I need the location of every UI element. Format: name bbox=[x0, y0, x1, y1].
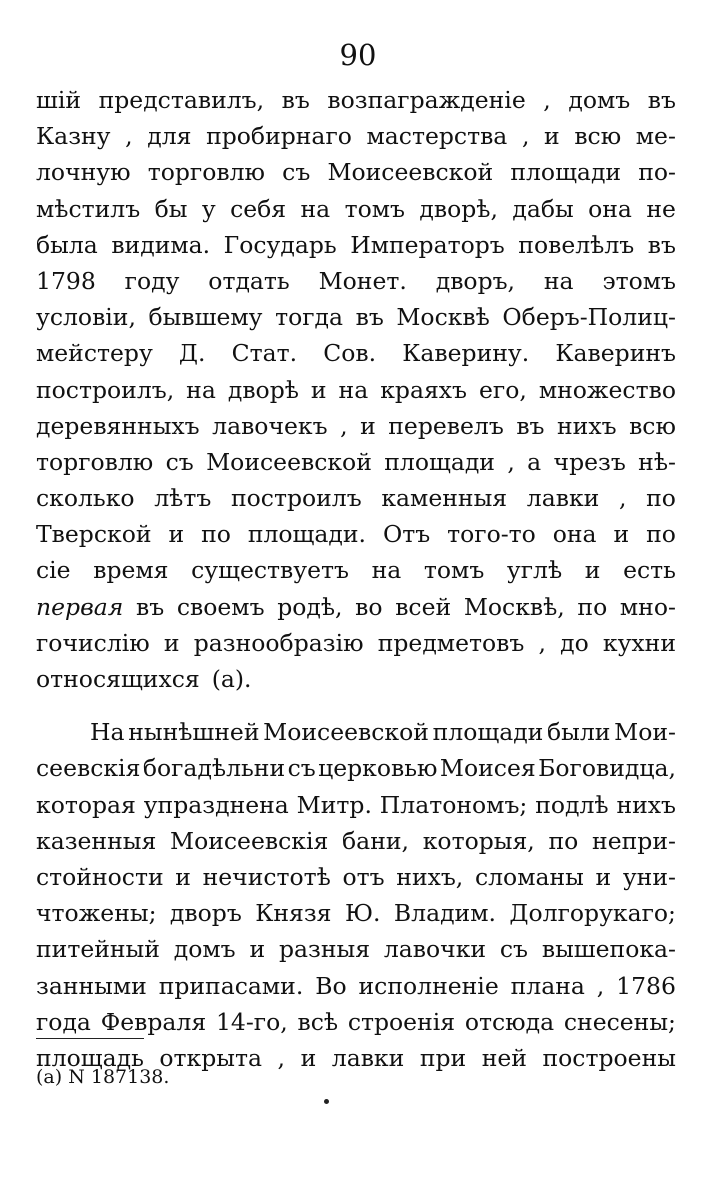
word: Февраля bbox=[100, 1007, 207, 1036]
word: на bbox=[186, 375, 216, 404]
text-line bbox=[36, 1004, 676, 1040]
word: всю bbox=[574, 122, 622, 151]
text-line bbox=[36, 372, 676, 408]
body-text bbox=[36, 82, 676, 1076]
word: гочислію bbox=[36, 628, 150, 657]
paragraph-gap bbox=[36, 697, 676, 714]
word: въ bbox=[516, 411, 545, 440]
word: Императоръ bbox=[350, 230, 505, 259]
word: по bbox=[548, 826, 579, 855]
word: перевелъ bbox=[388, 411, 504, 440]
word: и bbox=[584, 556, 601, 585]
word: деревянныхъ bbox=[36, 411, 200, 440]
word: а bbox=[527, 447, 542, 476]
word: богадѣльни bbox=[142, 754, 286, 783]
text-line bbox=[36, 661, 676, 697]
word: время bbox=[93, 556, 169, 585]
word: и bbox=[595, 862, 612, 891]
word: (а). bbox=[211, 665, 252, 693]
word: условіи, bbox=[36, 303, 136, 332]
word: , bbox=[277, 1043, 286, 1072]
word: сіе bbox=[36, 556, 71, 585]
word: подлѣ bbox=[535, 790, 609, 819]
word: площади bbox=[432, 718, 544, 747]
text-line bbox=[36, 191, 676, 227]
word: относящихся bbox=[36, 665, 200, 693]
word: вышепока- bbox=[541, 935, 676, 964]
word: Отъ bbox=[382, 520, 431, 549]
word: Тверской bbox=[36, 520, 152, 549]
word: родѣ, bbox=[277, 592, 343, 621]
word: Во bbox=[315, 971, 347, 1000]
word: бы bbox=[154, 194, 188, 223]
word: и bbox=[249, 935, 266, 964]
word: Сов. bbox=[323, 339, 377, 368]
word: Москвѣ, bbox=[463, 592, 565, 621]
word: лавки bbox=[331, 1043, 405, 1072]
word: тогда bbox=[275, 303, 344, 332]
word: лочную bbox=[36, 158, 131, 187]
text-line bbox=[36, 714, 676, 750]
word: построилъ bbox=[230, 484, 362, 513]
word: шій bbox=[36, 86, 82, 114]
footnote: (а) N 187138. bbox=[36, 1066, 170, 1088]
word: питейный bbox=[36, 935, 160, 964]
word: на bbox=[338, 375, 369, 404]
word: своемъ bbox=[176, 592, 265, 621]
text-line bbox=[36, 931, 676, 967]
word: каменныя bbox=[381, 484, 508, 513]
text-line bbox=[36, 750, 676, 786]
footnote-rule bbox=[36, 1038, 144, 1039]
word: , bbox=[125, 122, 133, 151]
word: сеевскія bbox=[36, 754, 141, 783]
word: площади. bbox=[247, 520, 367, 549]
word: исполненіе bbox=[358, 971, 499, 1000]
text-line bbox=[36, 227, 676, 263]
word: мастерства bbox=[366, 122, 508, 151]
word: которая bbox=[36, 790, 136, 819]
word: нынѣшней bbox=[128, 718, 260, 747]
word: чтожены; bbox=[36, 899, 157, 928]
word: Мои- bbox=[614, 718, 676, 747]
word: Каверинъ bbox=[555, 339, 676, 368]
word: въ bbox=[647, 86, 676, 114]
word: множество bbox=[538, 375, 676, 404]
word: домъ bbox=[173, 935, 236, 964]
word: и bbox=[310, 375, 327, 404]
word: краяхъ bbox=[380, 375, 467, 404]
word: не bbox=[646, 194, 676, 223]
word: этомъ bbox=[602, 266, 676, 295]
word: построены bbox=[542, 1043, 676, 1072]
word: нечистотѣ bbox=[202, 862, 331, 891]
text-line bbox=[36, 859, 676, 895]
word: непри- bbox=[592, 826, 676, 855]
word: лѣтъ bbox=[154, 484, 212, 513]
word: отдать bbox=[208, 266, 290, 295]
word: Моисеевской bbox=[327, 158, 494, 187]
word: она bbox=[552, 520, 597, 549]
word: томъ bbox=[423, 556, 485, 585]
word: мейстеру bbox=[36, 339, 153, 368]
word: при bbox=[419, 1043, 467, 1072]
word: , bbox=[340, 411, 348, 440]
word: торговлю bbox=[147, 158, 265, 187]
word: была bbox=[36, 230, 98, 259]
word: всѣ bbox=[297, 1007, 339, 1036]
word: отсюда bbox=[464, 1007, 555, 1036]
word: , bbox=[618, 484, 627, 513]
word: представилъ, bbox=[98, 86, 265, 114]
paragraph bbox=[36, 82, 676, 697]
text-line bbox=[36, 895, 676, 931]
word: году bbox=[124, 266, 180, 295]
word: Государь bbox=[223, 230, 337, 259]
word: въ bbox=[355, 303, 384, 332]
word: по bbox=[646, 520, 676, 549]
word: стойности bbox=[36, 862, 164, 891]
text-line bbox=[36, 118, 676, 154]
page-number: 90 bbox=[339, 38, 377, 72]
word: , bbox=[543, 86, 551, 114]
word: мѣстилъ bbox=[36, 194, 141, 223]
word: лавочекъ bbox=[212, 411, 328, 440]
word: построилъ, bbox=[36, 375, 175, 404]
word: нѣ- bbox=[638, 447, 676, 476]
word: нихъ, bbox=[396, 862, 464, 891]
word: Монет. bbox=[318, 266, 407, 295]
text-line bbox=[36, 263, 676, 299]
word: съ bbox=[499, 935, 529, 964]
word: уни- bbox=[622, 862, 676, 891]
word: на bbox=[543, 266, 574, 295]
word: его, bbox=[478, 375, 527, 404]
word: занными bbox=[36, 971, 147, 1000]
word: Стат. bbox=[231, 339, 298, 368]
word: по bbox=[201, 520, 231, 549]
word: въ bbox=[136, 592, 165, 621]
paragraph bbox=[36, 714, 676, 1076]
word: Долгорукаго; bbox=[509, 899, 676, 928]
word: Д. bbox=[178, 339, 206, 368]
word: того-то bbox=[447, 520, 536, 549]
word: существуетъ bbox=[191, 556, 349, 585]
word: , bbox=[521, 122, 530, 151]
word: были bbox=[547, 718, 611, 747]
word: съ bbox=[287, 754, 316, 783]
word: для bbox=[147, 122, 192, 151]
text-line bbox=[36, 516, 676, 552]
word: 1798 bbox=[36, 266, 96, 295]
word: Моисеевской bbox=[206, 447, 372, 476]
text-line bbox=[36, 335, 676, 371]
text-line bbox=[36, 968, 676, 1004]
word: церковью bbox=[318, 754, 438, 783]
word: въ bbox=[647, 230, 676, 259]
word: , bbox=[538, 628, 546, 657]
word: 14-го, bbox=[215, 1007, 288, 1036]
word: Казну bbox=[36, 122, 111, 151]
word: Князя bbox=[255, 899, 332, 928]
word: дабы bbox=[512, 194, 574, 223]
word: во bbox=[355, 592, 383, 621]
word: площади bbox=[510, 158, 622, 187]
text-line bbox=[36, 589, 676, 625]
text-line bbox=[36, 787, 676, 823]
word: нихъ bbox=[616, 790, 676, 819]
word: до bbox=[560, 628, 589, 657]
word: себя bbox=[230, 194, 287, 223]
word: дворъ bbox=[169, 899, 242, 928]
text-line bbox=[36, 299, 676, 335]
word: по bbox=[646, 484, 676, 513]
word: казенныя bbox=[36, 826, 157, 855]
word: домъ bbox=[568, 86, 631, 114]
word: 1786 bbox=[616, 971, 676, 1000]
word: и bbox=[360, 411, 376, 440]
word: плана bbox=[510, 971, 585, 1000]
word: , bbox=[507, 447, 515, 476]
word: Ю. bbox=[344, 899, 381, 928]
text-line bbox=[36, 823, 676, 859]
word: сколько bbox=[36, 484, 135, 513]
text-line bbox=[36, 154, 676, 190]
word: Платономъ; bbox=[379, 790, 528, 819]
word: , bbox=[596, 971, 605, 1000]
word: разнообразію bbox=[193, 628, 364, 657]
word: углѣ bbox=[506, 556, 563, 585]
word: лавки bbox=[526, 484, 600, 513]
word: Митр. bbox=[296, 790, 372, 819]
word: она bbox=[588, 194, 632, 223]
word: дворъ, bbox=[435, 266, 516, 295]
word: повелѣлъ bbox=[518, 230, 635, 259]
word: открыта bbox=[159, 1043, 263, 1072]
text-line bbox=[36, 552, 676, 588]
word: отъ bbox=[342, 862, 385, 891]
word: первая bbox=[36, 592, 124, 621]
word: На bbox=[90, 718, 125, 747]
word: упразднена bbox=[143, 790, 289, 819]
word: строенія bbox=[347, 1007, 456, 1036]
word: всю bbox=[629, 411, 676, 440]
word: Моисеевскія bbox=[170, 826, 329, 855]
word: ме- bbox=[635, 122, 676, 151]
word: Боговидца, bbox=[538, 754, 676, 783]
word: по- bbox=[638, 158, 676, 187]
word: мно- bbox=[619, 592, 676, 621]
word: припасами. bbox=[158, 971, 304, 1000]
word: возпагражденіе bbox=[327, 86, 526, 114]
word: пробирнаго bbox=[206, 122, 352, 151]
word: года bbox=[36, 1007, 91, 1036]
word: Каверину. bbox=[402, 339, 530, 368]
word: которыя, bbox=[422, 826, 535, 855]
word: разныя bbox=[278, 935, 371, 964]
word: видима. bbox=[111, 230, 211, 259]
ink-dot bbox=[324, 1099, 329, 1104]
word: всей bbox=[395, 592, 452, 621]
word: торговлю bbox=[36, 447, 154, 476]
word: чрезъ bbox=[553, 447, 626, 476]
word: и bbox=[175, 862, 191, 891]
text-line bbox=[36, 480, 676, 516]
word: нихъ bbox=[557, 411, 617, 440]
word: есть bbox=[623, 556, 676, 585]
word: и bbox=[613, 520, 630, 549]
word: бывшему bbox=[148, 303, 263, 332]
word: дворѣ, bbox=[419, 194, 498, 223]
word: бани, bbox=[342, 826, 409, 855]
word: кухни bbox=[602, 628, 676, 657]
text-line bbox=[36, 625, 676, 661]
word: дворѣ bbox=[227, 375, 299, 404]
word: и bbox=[300, 1043, 317, 1072]
word: по bbox=[577, 592, 608, 621]
word: Владим. bbox=[393, 899, 496, 928]
word: съ bbox=[282, 158, 311, 187]
word: и bbox=[544, 122, 560, 151]
word: томъ bbox=[344, 194, 405, 223]
word: лавочки bbox=[383, 935, 487, 964]
word: Моисея bbox=[439, 754, 536, 783]
text-line bbox=[36, 444, 676, 480]
text-line bbox=[36, 82, 676, 118]
word: снесены; bbox=[563, 1007, 676, 1036]
word: площади bbox=[384, 447, 495, 476]
word: съ bbox=[165, 447, 194, 476]
word: на bbox=[300, 194, 331, 223]
word: въ bbox=[281, 86, 310, 114]
word: и bbox=[168, 520, 185, 549]
word: на bbox=[371, 556, 402, 585]
word: Оберъ-Полиц- bbox=[502, 303, 676, 332]
word: и bbox=[163, 628, 180, 657]
word: ней bbox=[481, 1043, 527, 1072]
word: предметовъ bbox=[377, 628, 525, 657]
word: площадь bbox=[36, 1043, 144, 1072]
word: Москвѣ bbox=[396, 303, 490, 332]
word: Моисеевской bbox=[263, 718, 429, 747]
text-line bbox=[36, 408, 676, 444]
word: у bbox=[201, 194, 216, 223]
word: сломаны bbox=[474, 862, 584, 891]
